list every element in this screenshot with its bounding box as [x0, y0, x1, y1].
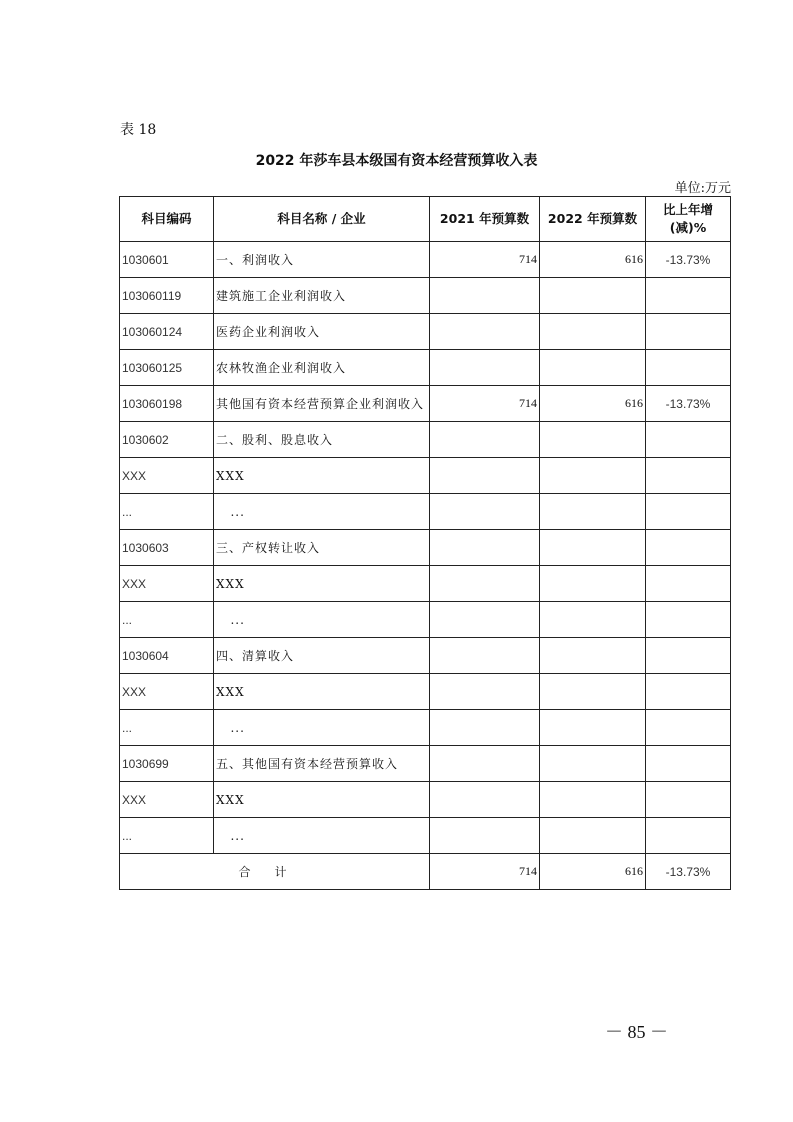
table-body [120, 242, 731, 854]
cell-budget-2021 [430, 818, 540, 854]
cell-code: 103060125 [120, 350, 214, 386]
cell-name: ... [214, 494, 430, 530]
cell-name: XXX [214, 674, 430, 710]
cell-name: 农林牧渔企业利润收入 [214, 350, 430, 386]
cell-budget-2021 [430, 638, 540, 674]
cell-change [646, 422, 731, 458]
cell-name: ... [214, 818, 430, 854]
cell-name: 建筑施工企业利润收入 [214, 278, 430, 314]
cell-budget-2021: 714 [430, 386, 540, 422]
cell-name: ... [214, 602, 430, 638]
cell-budget-2022 [540, 746, 646, 782]
table-row [120, 746, 731, 782]
total-row [120, 854, 731, 890]
cell-budget-2021 [430, 350, 540, 386]
cell-code: ... [120, 494, 214, 530]
total-change: -13.73% [646, 854, 731, 890]
cell-name: XXX [214, 566, 430, 602]
total-budget-2021: 714 [430, 854, 540, 890]
total-label: 合计 [120, 854, 430, 890]
cell-change [646, 530, 731, 566]
budget-table [119, 196, 731, 890]
table-row [120, 710, 731, 746]
cell-budget-2022 [540, 674, 646, 710]
header-name: 科目名称 / 企业 [214, 197, 430, 242]
cell-code: 1030603 [120, 530, 214, 566]
cell-budget-2022 [540, 566, 646, 602]
cell-budget-2022 [540, 710, 646, 746]
header-code: 科目编码 [120, 197, 214, 242]
cell-code: 1030601 [120, 242, 214, 278]
cell-budget-2022 [540, 458, 646, 494]
cell-code: 103060198 [120, 386, 214, 422]
table-row [120, 782, 731, 818]
cell-name: 二、股利、股息收入 [214, 422, 430, 458]
table-header-row [120, 197, 731, 242]
cell-change [646, 674, 731, 710]
cell-budget-2022 [540, 602, 646, 638]
cell-budget-2021 [430, 710, 540, 746]
cell-budget-2021 [430, 782, 540, 818]
cell-change [646, 710, 731, 746]
cell-change [646, 494, 731, 530]
header-change: 比上年增(减)% [646, 197, 731, 242]
cell-code: XXX [120, 782, 214, 818]
table-row [120, 278, 731, 314]
cell-code: 103060119 [120, 278, 214, 314]
cell-budget-2022 [540, 278, 646, 314]
cell-budget-2022 [540, 494, 646, 530]
table-row [120, 818, 731, 854]
cell-change [646, 314, 731, 350]
table-row [120, 602, 731, 638]
cell-change [646, 818, 731, 854]
header-budget-2021: 2021 年预算数 [430, 197, 540, 242]
cell-budget-2022 [540, 314, 646, 350]
cell-code: XXX [120, 566, 214, 602]
table-number-label: 表 18 [120, 122, 157, 138]
cell-budget-2022 [540, 530, 646, 566]
cell-name: 三、产权转让收入 [214, 530, 430, 566]
cell-code: XXX [120, 674, 214, 710]
cell-change [646, 638, 731, 674]
cell-name: 其他国有资本经营预算企业利润收入 [214, 386, 430, 422]
cell-code: ... [120, 818, 214, 854]
cell-budget-2022 [540, 350, 646, 386]
cell-budget-2022: 616 [540, 242, 646, 278]
document-title: 2022 年莎车县本级国有资本经营预算收入表 [255, 153, 538, 169]
page-number: － 85 － [605, 1022, 668, 1042]
cell-budget-2021 [430, 278, 540, 314]
table-row [120, 422, 731, 458]
cell-name: XXX [214, 458, 430, 494]
cell-budget-2022 [540, 782, 646, 818]
cell-change: -13.73% [646, 242, 731, 278]
cell-change [646, 278, 731, 314]
cell-code: XXX [120, 458, 214, 494]
table-row [120, 458, 731, 494]
cell-name: XXX [214, 782, 430, 818]
table-row [120, 386, 731, 422]
cell-budget-2022 [540, 638, 646, 674]
cell-name: ... [214, 710, 430, 746]
table-row [120, 494, 731, 530]
cell-change: -13.73% [646, 386, 731, 422]
cell-name: 五、其他国有资本经营预算收入 [214, 746, 430, 782]
unit-label: 单位:万元 [674, 181, 731, 196]
cell-name: 医药企业利润收入 [214, 314, 430, 350]
cell-code: ... [120, 602, 214, 638]
cell-change [646, 566, 731, 602]
cell-budget-2021 [430, 458, 540, 494]
cell-change [646, 458, 731, 494]
table-row [120, 638, 731, 674]
cell-budget-2022 [540, 818, 646, 854]
cell-budget-2021 [430, 314, 540, 350]
cell-budget-2021 [430, 674, 540, 710]
cell-budget-2021: 714 [430, 242, 540, 278]
cell-budget-2021 [430, 602, 540, 638]
cell-code: 1030604 [120, 638, 214, 674]
cell-budget-2022 [540, 422, 646, 458]
cell-budget-2021 [430, 494, 540, 530]
table-row [120, 674, 731, 710]
table-row [120, 350, 731, 386]
cell-code: ... [120, 710, 214, 746]
cell-change [646, 602, 731, 638]
cell-name: 一、利润收入 [214, 242, 430, 278]
cell-change [646, 782, 731, 818]
table-row [120, 314, 731, 350]
table-row [120, 242, 731, 278]
cell-name: 四、清算收入 [214, 638, 430, 674]
header-budget-2022: 2022 年预算数 [540, 197, 646, 242]
cell-budget-2021 [430, 422, 540, 458]
cell-budget-2021 [430, 746, 540, 782]
total-budget-2022: 616 [540, 854, 646, 890]
cell-code: 103060124 [120, 314, 214, 350]
cell-change [646, 746, 731, 782]
table-row [120, 530, 731, 566]
cell-change [646, 350, 731, 386]
cell-code: 1030602 [120, 422, 214, 458]
cell-code: 1030699 [120, 746, 214, 782]
cell-budget-2021 [430, 566, 540, 602]
cell-budget-2021 [430, 530, 540, 566]
cell-budget-2022: 616 [540, 386, 646, 422]
table-row [120, 566, 731, 602]
